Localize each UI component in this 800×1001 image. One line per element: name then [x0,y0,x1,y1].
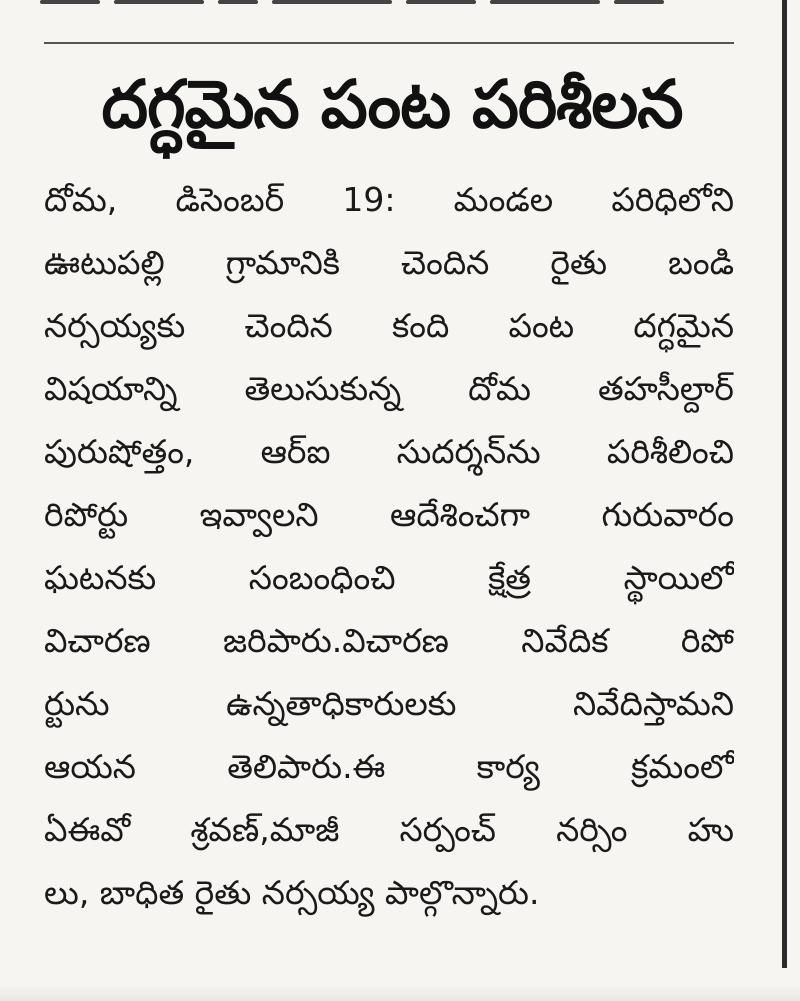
previous-article-text-fragment [40,0,740,10]
article-body [44,168,734,924]
page-edge-shadow [0,985,800,1001]
article-line: ఏఈవో శ్రవణ్,మాజీ సర్పంచ్ నర్సిం హు [44,810,734,849]
article-line: విషయాన్ని తెలుసుకున్న దోమ తహసీల్దార్ [44,369,734,408]
article-line: ర్టును ఉన్నతాధికారులకు నివేదిస్తామని [44,684,734,723]
column-border-rule [782,0,787,968]
article-line: పురుషోత్తం, ఆర్ఐ సుదర్శన్‌ను పరిశీలించి [44,432,734,471]
article-line: దోమ, డిసెంబర్ 19: మండల పరిధిలోని [44,180,734,219]
article-line: ఆయన తెలిపారు.ఈ కార్య క్రమంలో [44,747,734,786]
article-line: ఘటనకు సంబంధించి క్షేత్ర స్థాయిలో [44,558,734,597]
article-line: నర్సయ్యకు చెందిన కంది పంట దగ్ధమైన [44,306,734,345]
article-line: విచారణ జరిపారు.విచారణ నివేదిక రిపో [44,621,734,660]
column-separator-rule [44,42,734,44]
article-headline: దగ్ధమైన పంట పరిశీలన [101,66,683,143]
article-line: లు, బాధిత రైతు నర్సయ్య పాల్గొన్నారు. [44,873,540,912]
article-line: రిపోర్టు ఇవ్వాలని ఆదేశించగా గురువారం [44,495,734,534]
article-line: ఊటుపల్లి గ్రామానికి చెందిన రైతు బండి [44,243,734,282]
